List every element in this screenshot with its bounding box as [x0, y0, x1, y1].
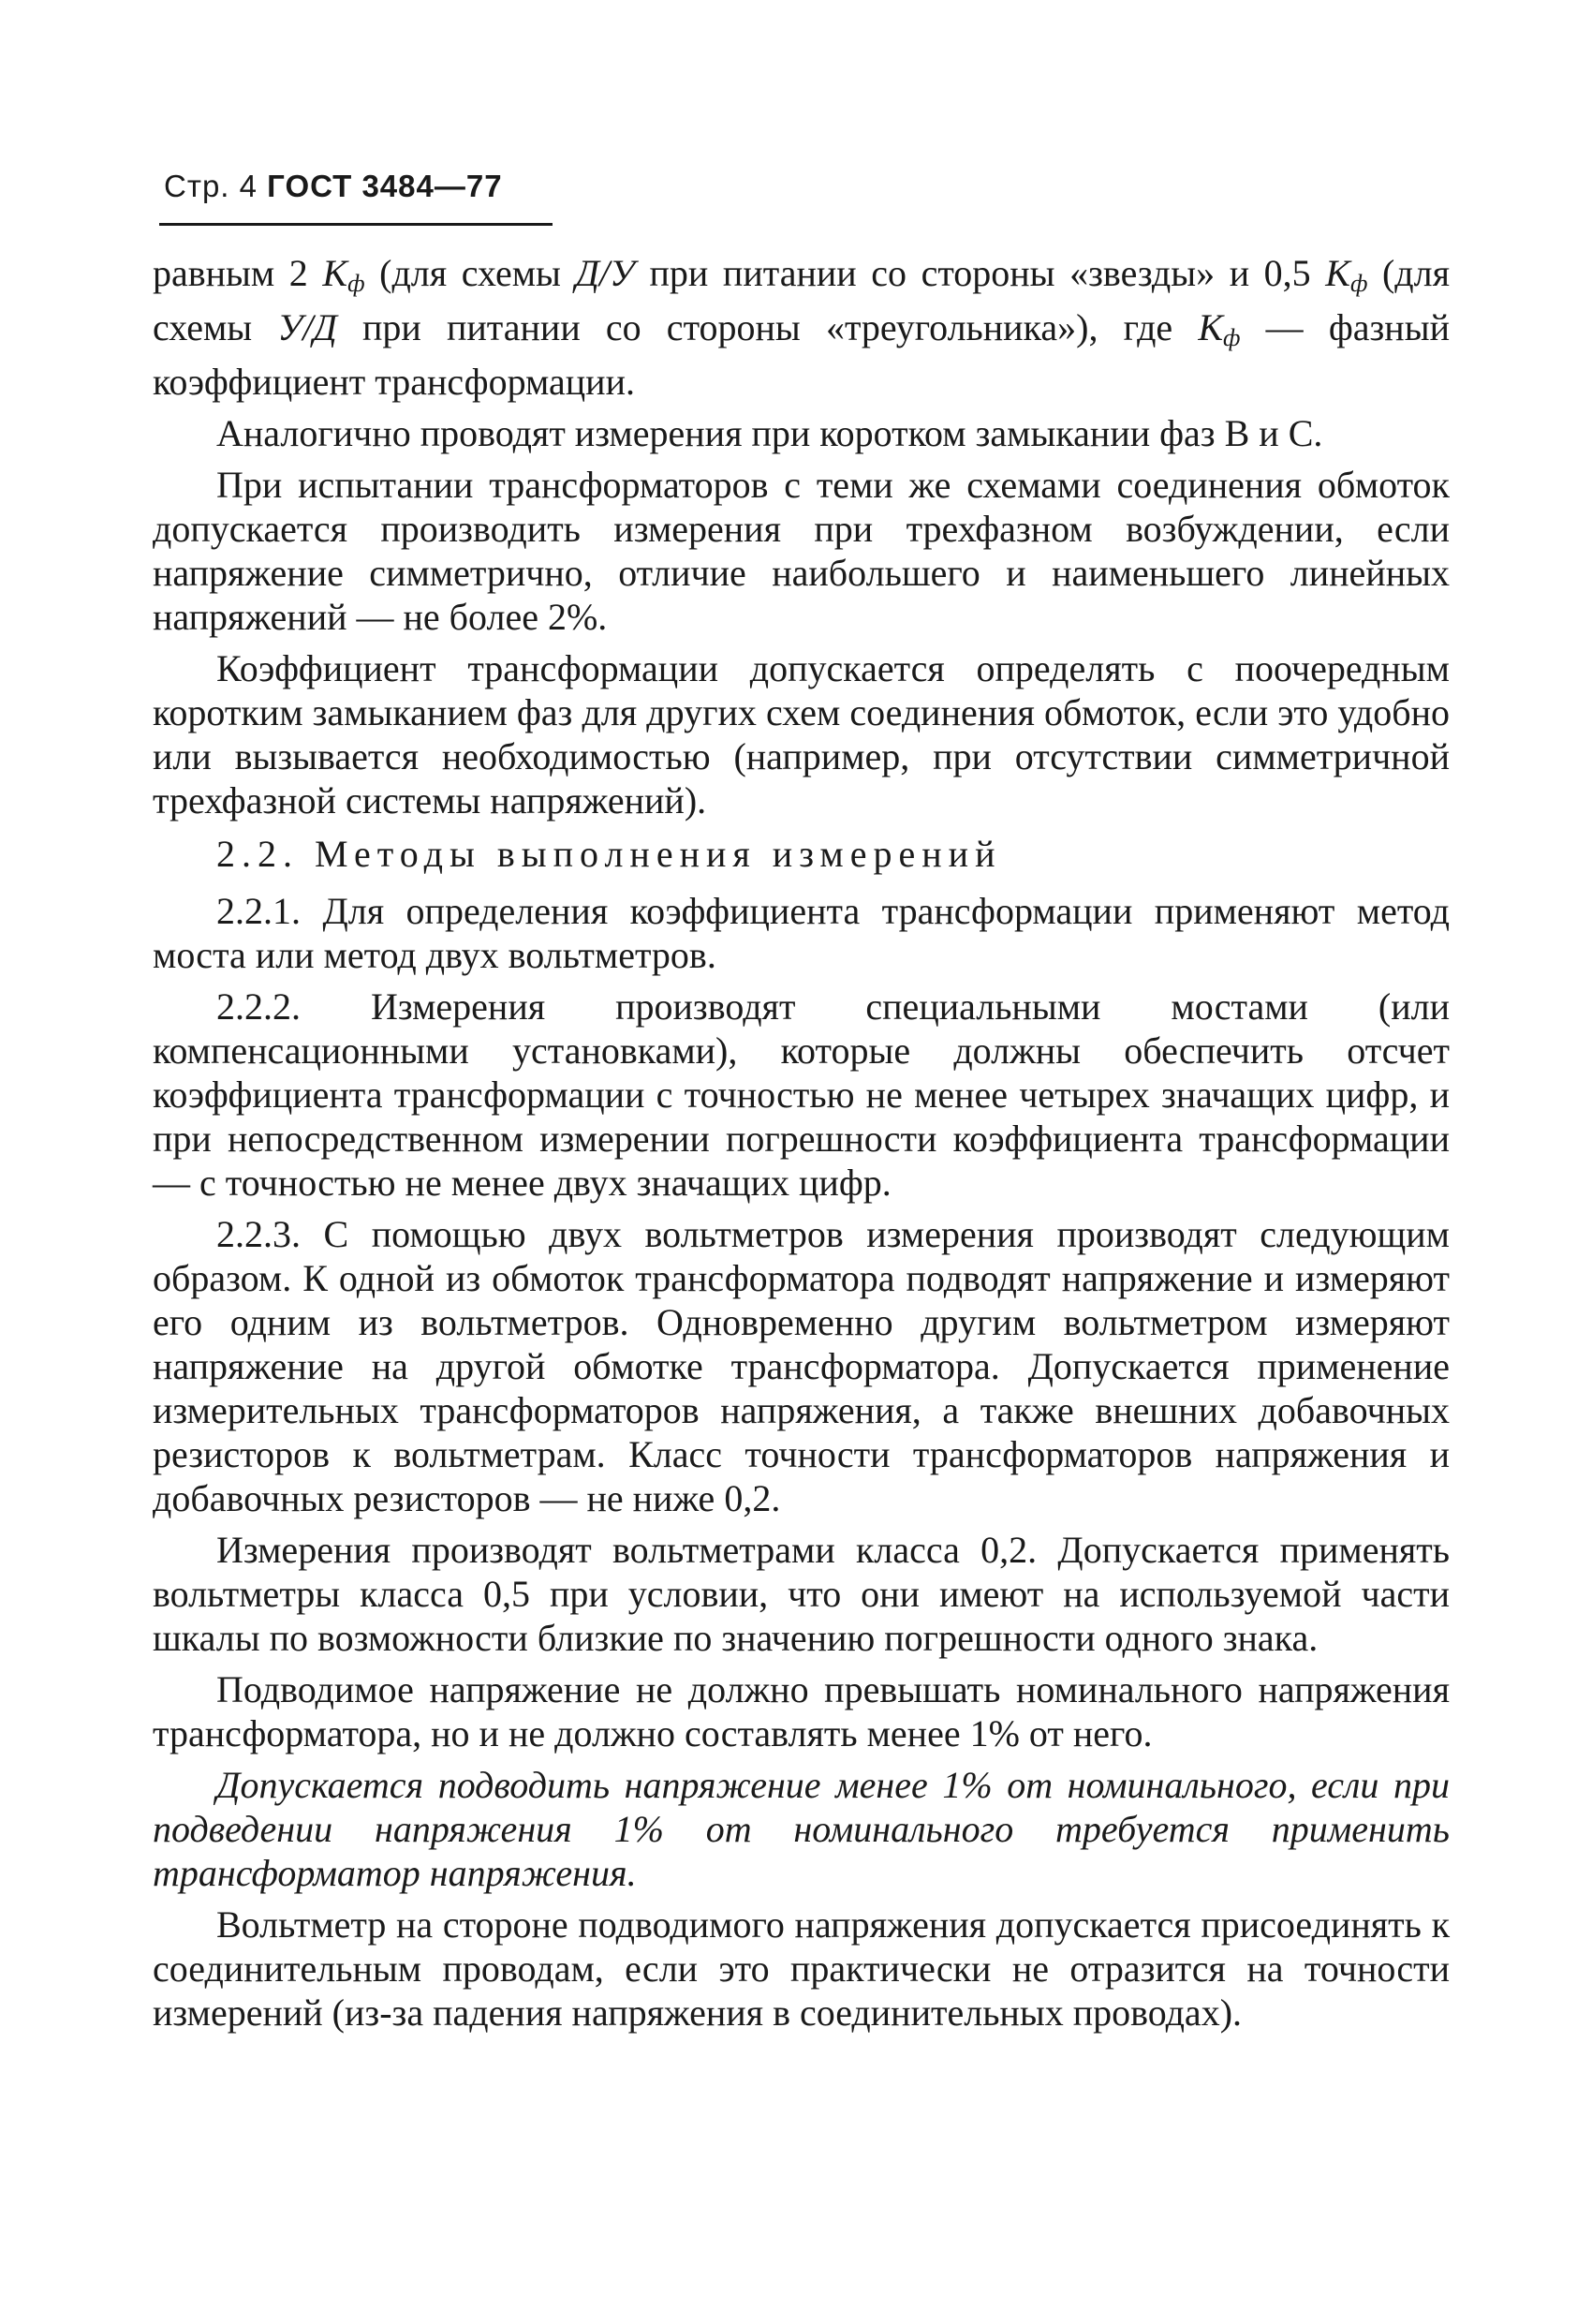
kf-letter: K — [1325, 252, 1350, 294]
paragraph-voltmeter-connection: Вольтметр на стороне подводимого напряжения допускается присоединять к соединительным проводам, если это практически не отразится на точности измерений (из-за падения напряжения в соединительных проводах). — [153, 1903, 1450, 2034]
text-fragment: при питании со стороны «треугольника»), где — [336, 306, 1199, 348]
paragraph-2-2-2: 2.2.2. Измерения производят специальными мостами (или компенсационными установками), которые должны обеспечить отсчет коэффициента трансформации с точностью не менее четырех значащих цифр, и при непосредственном измерении погрешности коэффициента трансформации — с точностью не менее двух значащих цифр. — [153, 985, 1450, 1204]
text-fragment: равным 2 — [153, 252, 323, 294]
kf-letter: K — [1198, 306, 1224, 348]
kf-subscript: ф — [1349, 270, 1368, 297]
section-heading-2-2: 2.2. Методы выполнения измерений — [216, 833, 1002, 875]
document-body — [153, 251, 1450, 2042]
page-label: Стр. 4 — [164, 169, 258, 203]
text-fragment: — фазный коэффициент трансформации. — [153, 306, 1450, 403]
paragraph-voltmeter-class: Измерения производят вольтметрами класса 0,2. Допускается применять вольтметры класса 0,5 при условии, что они имеют на используемой части шкалы по возможности близкие по значению погрешности одного знака. — [153, 1529, 1450, 1659]
scheme-d-y: Д/У — [575, 252, 635, 294]
kf-subscript: ф — [1223, 324, 1241, 351]
kf-symbol — [322, 252, 365, 297]
page-header — [164, 169, 503, 204]
paragraph-low-voltage-allowance: Допускается подводить напряжение менее 1% от номинального, если при подведении напряжения 1% от номинального требуется применить трансформатор напряжения. — [153, 1764, 1450, 1894]
paragraph-phases: Аналогично проводят измерения при коротком замыкании фаз В и С. — [216, 412, 1323, 454]
kf-symbol — [1325, 252, 1368, 297]
paragraph-continuation — [153, 251, 1450, 404]
kf-letter: K — [322, 252, 348, 294]
text-fragment: (для схемы — [364, 252, 576, 294]
paragraph-2-2-3: 2.2.3. С помощью двух вольтметров измерения производят следующим образом. К одной из обмоток трансформатора подводят напряжение и измеряют его одним из вольтметров. Одновременно другим вольтметром измеряют напряжение на другой обмотке трансформатора. Допускается применение измерительных трансформаторов напряжения, а также внешних добавочных резисторов к вольтметрам. Класс точности трансформаторов напряжения и добавочных резисторов — не ниже 0,2. — [153, 1213, 1450, 1519]
kf-subscript: ф — [347, 270, 365, 297]
text-fragment: при питании со стороны «звезды» и 0,5 — [634, 252, 1326, 294]
paragraph-2-2-1: 2.2.1. Для определения коэффициента трансформации применяют метод моста или метод двух вольтметров. — [153, 890, 1450, 976]
scheme-y-d: У/Д — [277, 306, 337, 348]
paragraph-applied-voltage: Подводимое напряжение не должно превышать номинального напряжения трансформатора, но и не должно составлять менее 1% от него. — [153, 1668, 1450, 1754]
paragraph-sequential-short: Коэффициент трансформации допускается определять с поочередным коротким замыканием фаз для других схем соединения обмоток, если это удобно или вызывается необходимостью (например, при отсутствии симметричной трехфазной системы напряжений). — [153, 647, 1450, 822]
gost-number: ГОСТ 3484—77 — [267, 169, 503, 203]
text-fragment: (для схемы — [153, 252, 1451, 348]
header-rule — [159, 223, 553, 226]
kf-symbol — [1198, 306, 1241, 351]
paragraph-three-phase: При испытании трансформаторов с теми же схемами соединения обмоток допускается производить измерения при трехфазном возбуждении, если напряжение симметрично, отличие наибольшего и наименьшего линейных напряжений — не более 2%. — [153, 464, 1450, 638]
